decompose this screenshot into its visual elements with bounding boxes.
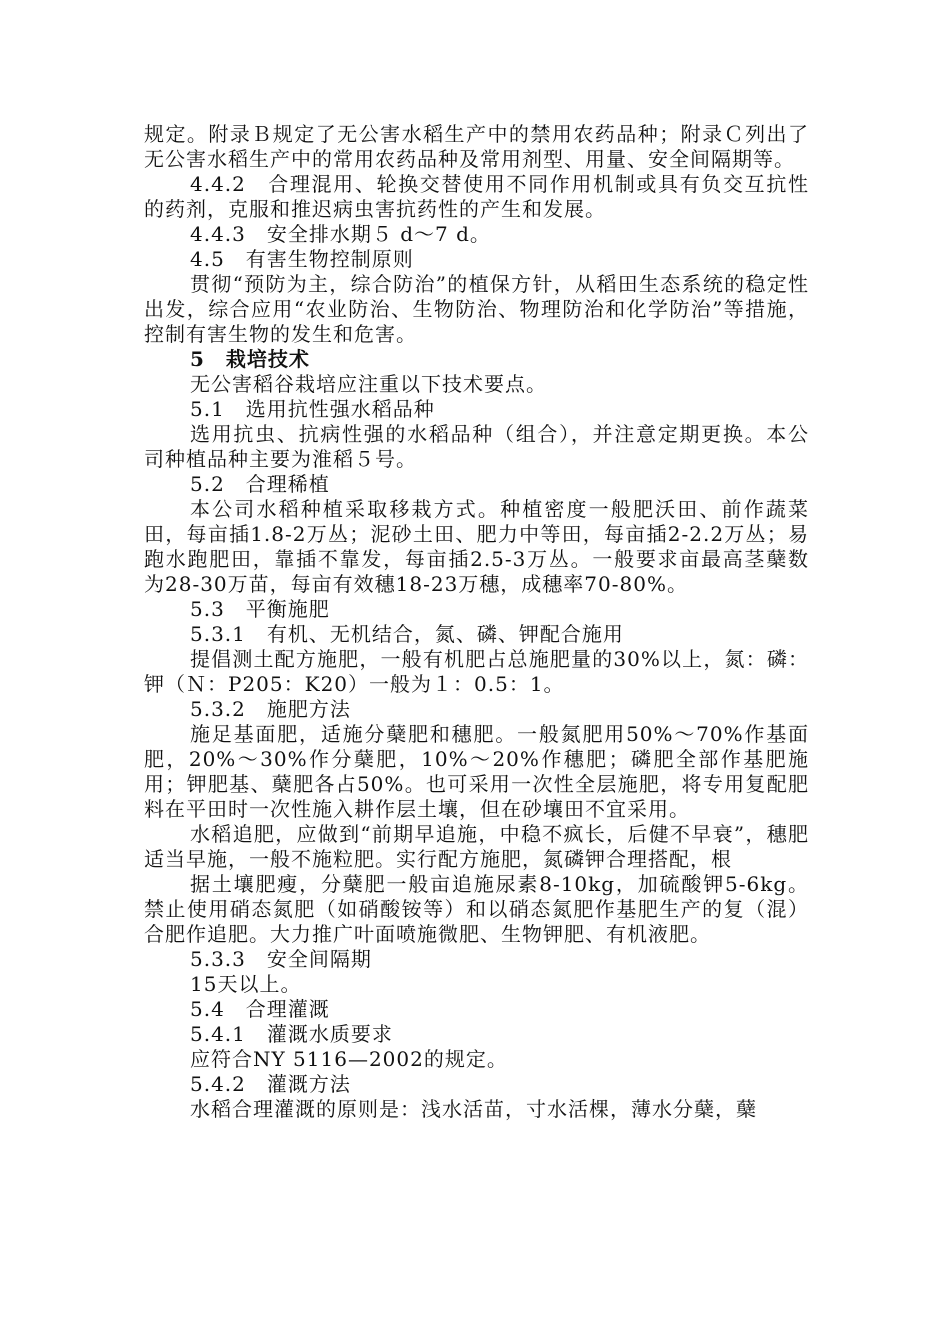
paragraph: 5.3.1 有机、无机结合，氮、磷、钾配合施用: [190, 622, 624, 646]
paragraph: 据土壤肥瘦，分蘖肥一般亩追施尿素8-10kg，加硫酸钾5-6kg。禁止使用硝态氮肥（如硝酸铵等）和以硝态氮肥作基肥生产的复（混）合肥作追肥。大力推广叶面喷施微肥、生物钾肥、有机液肥。: [144, 872, 809, 946]
paragraph: 4.4.3 安全排水期５ d～7 d。: [190, 222, 491, 246]
paragraph: 规定。附录Ｂ规定了无公害水稻生产中的禁用农药品种；附录Ｃ列出了无公害水稻生产中的常用农药品种及常用剂型、用量、安全间隔期等。: [144, 122, 809, 171]
paragraph: 5.3.3 安全间隔期: [190, 947, 372, 971]
paragraph: 应符合NY 5116—2002的规定。: [190, 1047, 508, 1071]
section-heading: 5 栽培技术: [190, 347, 310, 371]
paragraph: 5.4.2 灌溉方法: [190, 1072, 351, 1096]
paragraph: 水稻追肥，应做到“前期早追施，中稳不疯长，后健不早衰”，穗肥适当早施，一般不施粒肥。实行配方施肥，氮磷钾合理搭配，根: [144, 822, 809, 871]
paragraph: 5.1 选用抗性强水稻品种: [190, 397, 435, 421]
paragraph: 提倡测土配方施肥，一般有机肥占总施肥量的30%以上，氮：磷：钾（Ｎ：P205：K20）一般为１：0.5：1。: [144, 647, 809, 696]
paragraph: 5.3.2 施肥方法: [190, 697, 351, 721]
paragraph: 选用抗虫、抗病性强的水稻品种（组合），并注意定期更换。本公司种植品种主要为淮稻５号。: [144, 422, 809, 471]
paragraph: 4.5 有害生物控制原则: [190, 247, 414, 271]
paragraph: 15天以上。: [190, 972, 302, 996]
paragraph: 4.4.2 合理混用、轮换交替使用不同作用机制或具有负交互抗性的药剂，克服和推迟病虫害抗药性的产生和发展。: [144, 172, 809, 221]
paragraph: 水稻合理灌溉的原则是：浅水活苗，寸水活棵，薄水分蘖，蘖: [190, 1097, 757, 1121]
paragraph: 5.4.1 灌溉水质要求: [190, 1022, 393, 1046]
paragraph: 5.3 平衡施肥: [190, 597, 330, 621]
document-body: [144, 122, 809, 1122]
paragraph: 5.2 合理稀植: [190, 472, 330, 496]
paragraph: 贯彻“预防为主，综合防治”的植保方针，从稻田生态系统的稳定性出发，综合应用“农业防治、生物防治、物理防治和化学防治”等措施，控制有害生物的发生和危害。: [144, 272, 809, 346]
paragraph: 施足基面肥，适施分蘖肥和穗肥。一般氮肥用50%～70%作基面肥，20%～30%作分蘖肥，10%～20%作穗肥；磷肥全部作基肥施用；钾肥基、蘖肥各占50%。也可采用一次性全层施肥，将专用复配肥料在平田时一次性施入耕作层土壤，但在砂壤田不宜采用。: [144, 722, 809, 821]
paragraph: 本公司水稻种植采取移栽方式。种植密度一般肥沃田、前作蔬菜田，每亩插1.8-2万丛；泥砂土田、肥力中等田，每亩插2-2.2万丛；易跑水跑肥田，靠插不靠发，每亩插2.5-3万丛。一般要求亩最高茎蘖数为28-30万苗，每亩有效穗18-23万穗，成穗率70-80%。: [144, 497, 809, 596]
paragraph: 5.4 合理灌溉: [190, 997, 330, 1021]
paragraph: 无公害稻谷栽培应注重以下技术要点。: [190, 372, 547, 396]
